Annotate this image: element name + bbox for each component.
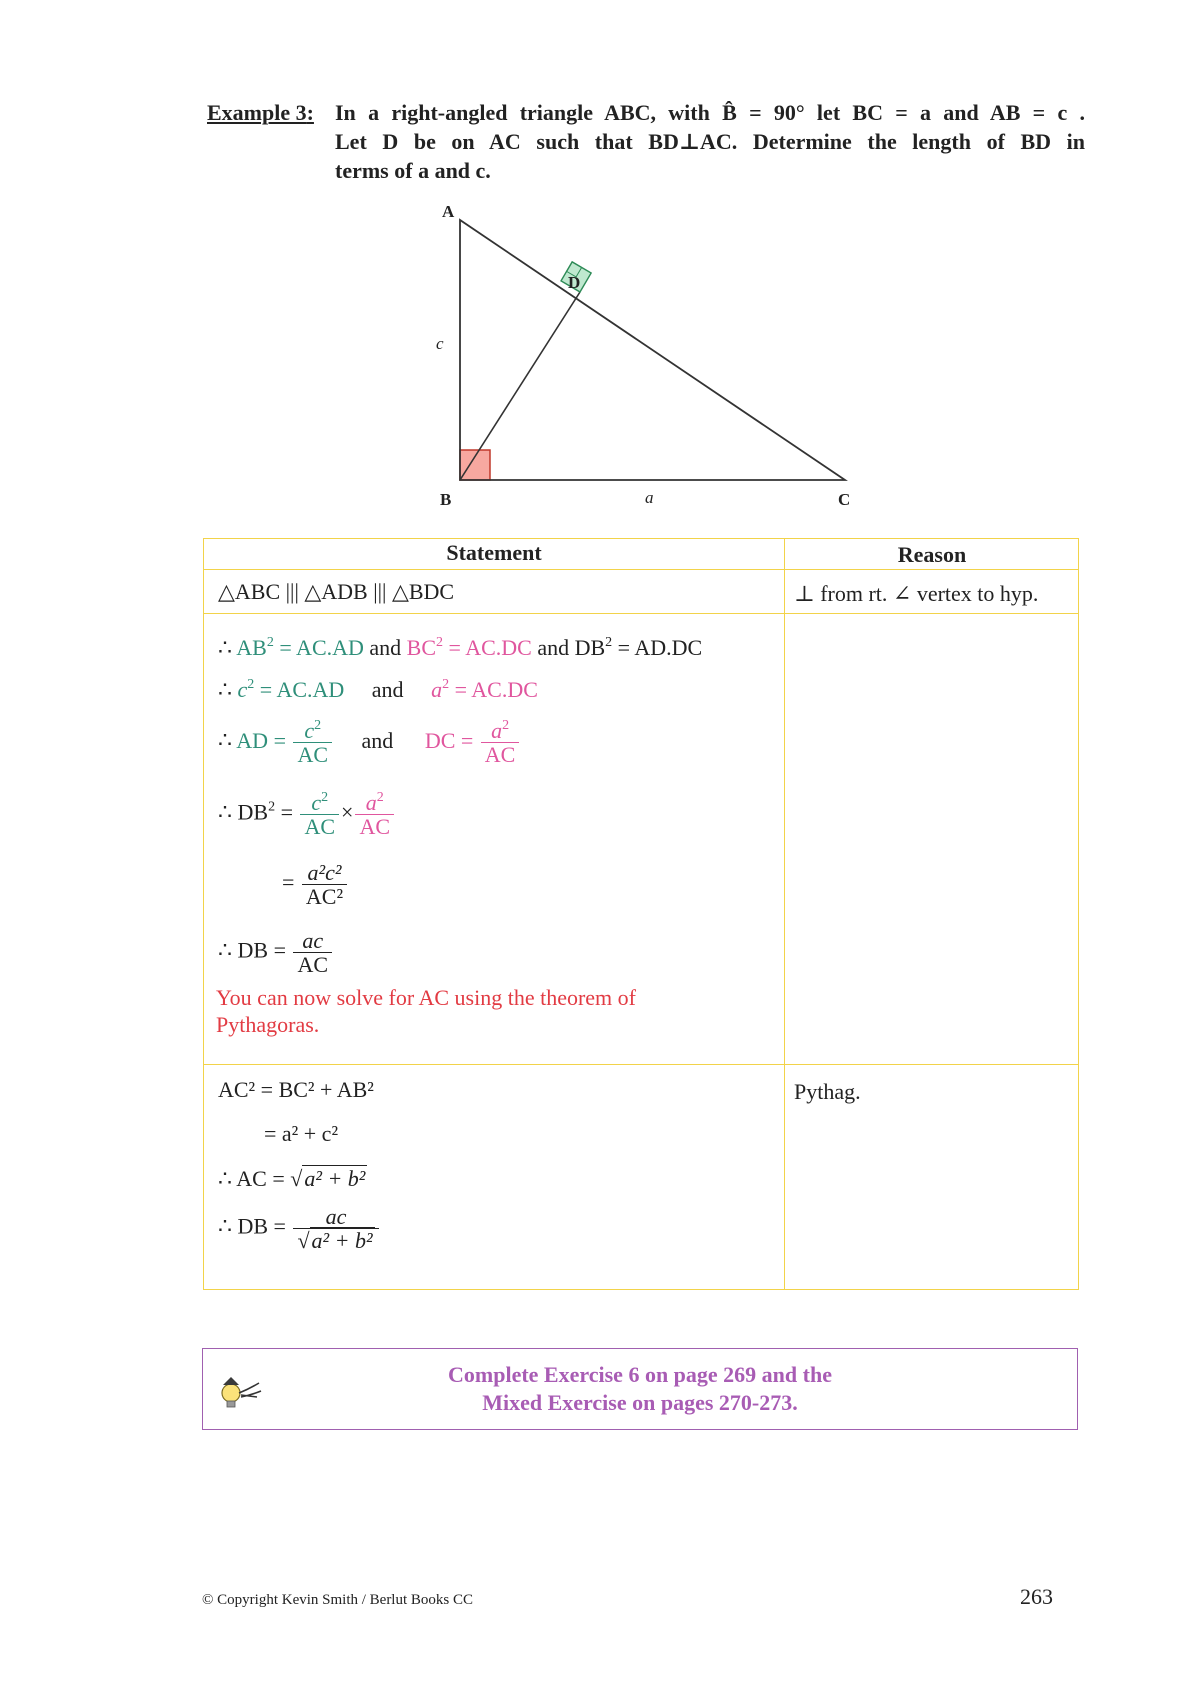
header-statement: Statement <box>446 540 542 565</box>
altitude-bd <box>460 292 580 480</box>
side-c-label: c <box>436 334 444 353</box>
row-divider-1 <box>204 613 1078 614</box>
example-text <box>335 98 1085 185</box>
example-label: Example 3: <box>207 100 314 125</box>
header-divider <box>204 569 1078 570</box>
triangle-abc <box>460 220 845 480</box>
proof-table <box>203 538 1079 1290</box>
row3-line2: = a² + c² <box>264 1121 339 1146</box>
row1-statement: △ABC ||| △ADB ||| △BDC <box>218 579 455 604</box>
page-number: 263 <box>1020 1584 1053 1609</box>
example-line-1: In a right-angled triangle ABC, with B̂ = 90° let BC = a and AB = c . <box>335 100 1085 125</box>
row2-line5: = $\frac{\text{a²c²}}{\text{AC²}}$ <box>282 861 349 908</box>
row3-line1: AC² = BC² + AB² <box>218 1077 374 1102</box>
row2-line2: ∴ $c^2 = AC.AD$ and $a^2 = AC.DC$ <box>218 677 538 702</box>
vertex-b-label: B <box>440 490 452 509</box>
row3-line4: ∴ DB = $\frac{ac}{\text{√a² + b²}}$ <box>218 1205 381 1252</box>
example-line-3: terms of a and c. <box>335 158 491 183</box>
row2-line1: ∴ $AB^2 = AC.AD$ and $BC^2 = AC.DC$ and $DB^2 = AD.DC$ <box>218 635 703 660</box>
vertex-a-label: A <box>442 202 455 221</box>
exercise-note-box <box>202 1348 1078 1430</box>
note-line-2: Mixed Exercise on pages 270-273. <box>482 1390 798 1415</box>
row2-line3: ∴ AD = $\frac{c^2}{AC}$ and DC = $\frac{a^2}{AC}$ <box>218 719 521 766</box>
column-divider <box>784 539 785 1289</box>
row1-reason: ⊥ from rt. ∠ vertex to hyp. <box>794 581 1039 606</box>
copyright-text: © Copyright Kevin Smith / Berlut Books CC <box>202 1592 473 1608</box>
side-a-label: a <box>645 488 654 507</box>
vertex-d-label: D <box>568 273 581 292</box>
example-line-2: Let D be on AC such that BD⊥AC. Determine the length of BD in <box>335 129 1085 154</box>
row2-note-line2: Pythagoras. <box>216 1012 320 1037</box>
right-angle-marker-b <box>460 450 490 480</box>
header-reason: Reason <box>897 542 967 567</box>
note-line-1: Complete Exercise 6 on page 269 and the <box>448 1362 832 1387</box>
vertex-c-label: C <box>838 490 851 509</box>
triangle-diagram <box>420 200 860 510</box>
row3-reason: Pythag. <box>794 1079 861 1104</box>
row3-line3: ∴ AC = √a² + b² <box>218 1166 366 1191</box>
note-text <box>203 1361 1077 1417</box>
row-divider-2 <box>204 1064 1078 1065</box>
row2-note-line1: You can now solve for AC using the theorem of <box>216 985 636 1010</box>
row2-line6: ∴ DB = $\frac{ac}{AC}$ <box>218 929 334 976</box>
row2-line4: ∴ $DB^2$ = $\frac{c^2}{AC}$ × $\frac{a^2}{AC}$ <box>218 791 396 838</box>
